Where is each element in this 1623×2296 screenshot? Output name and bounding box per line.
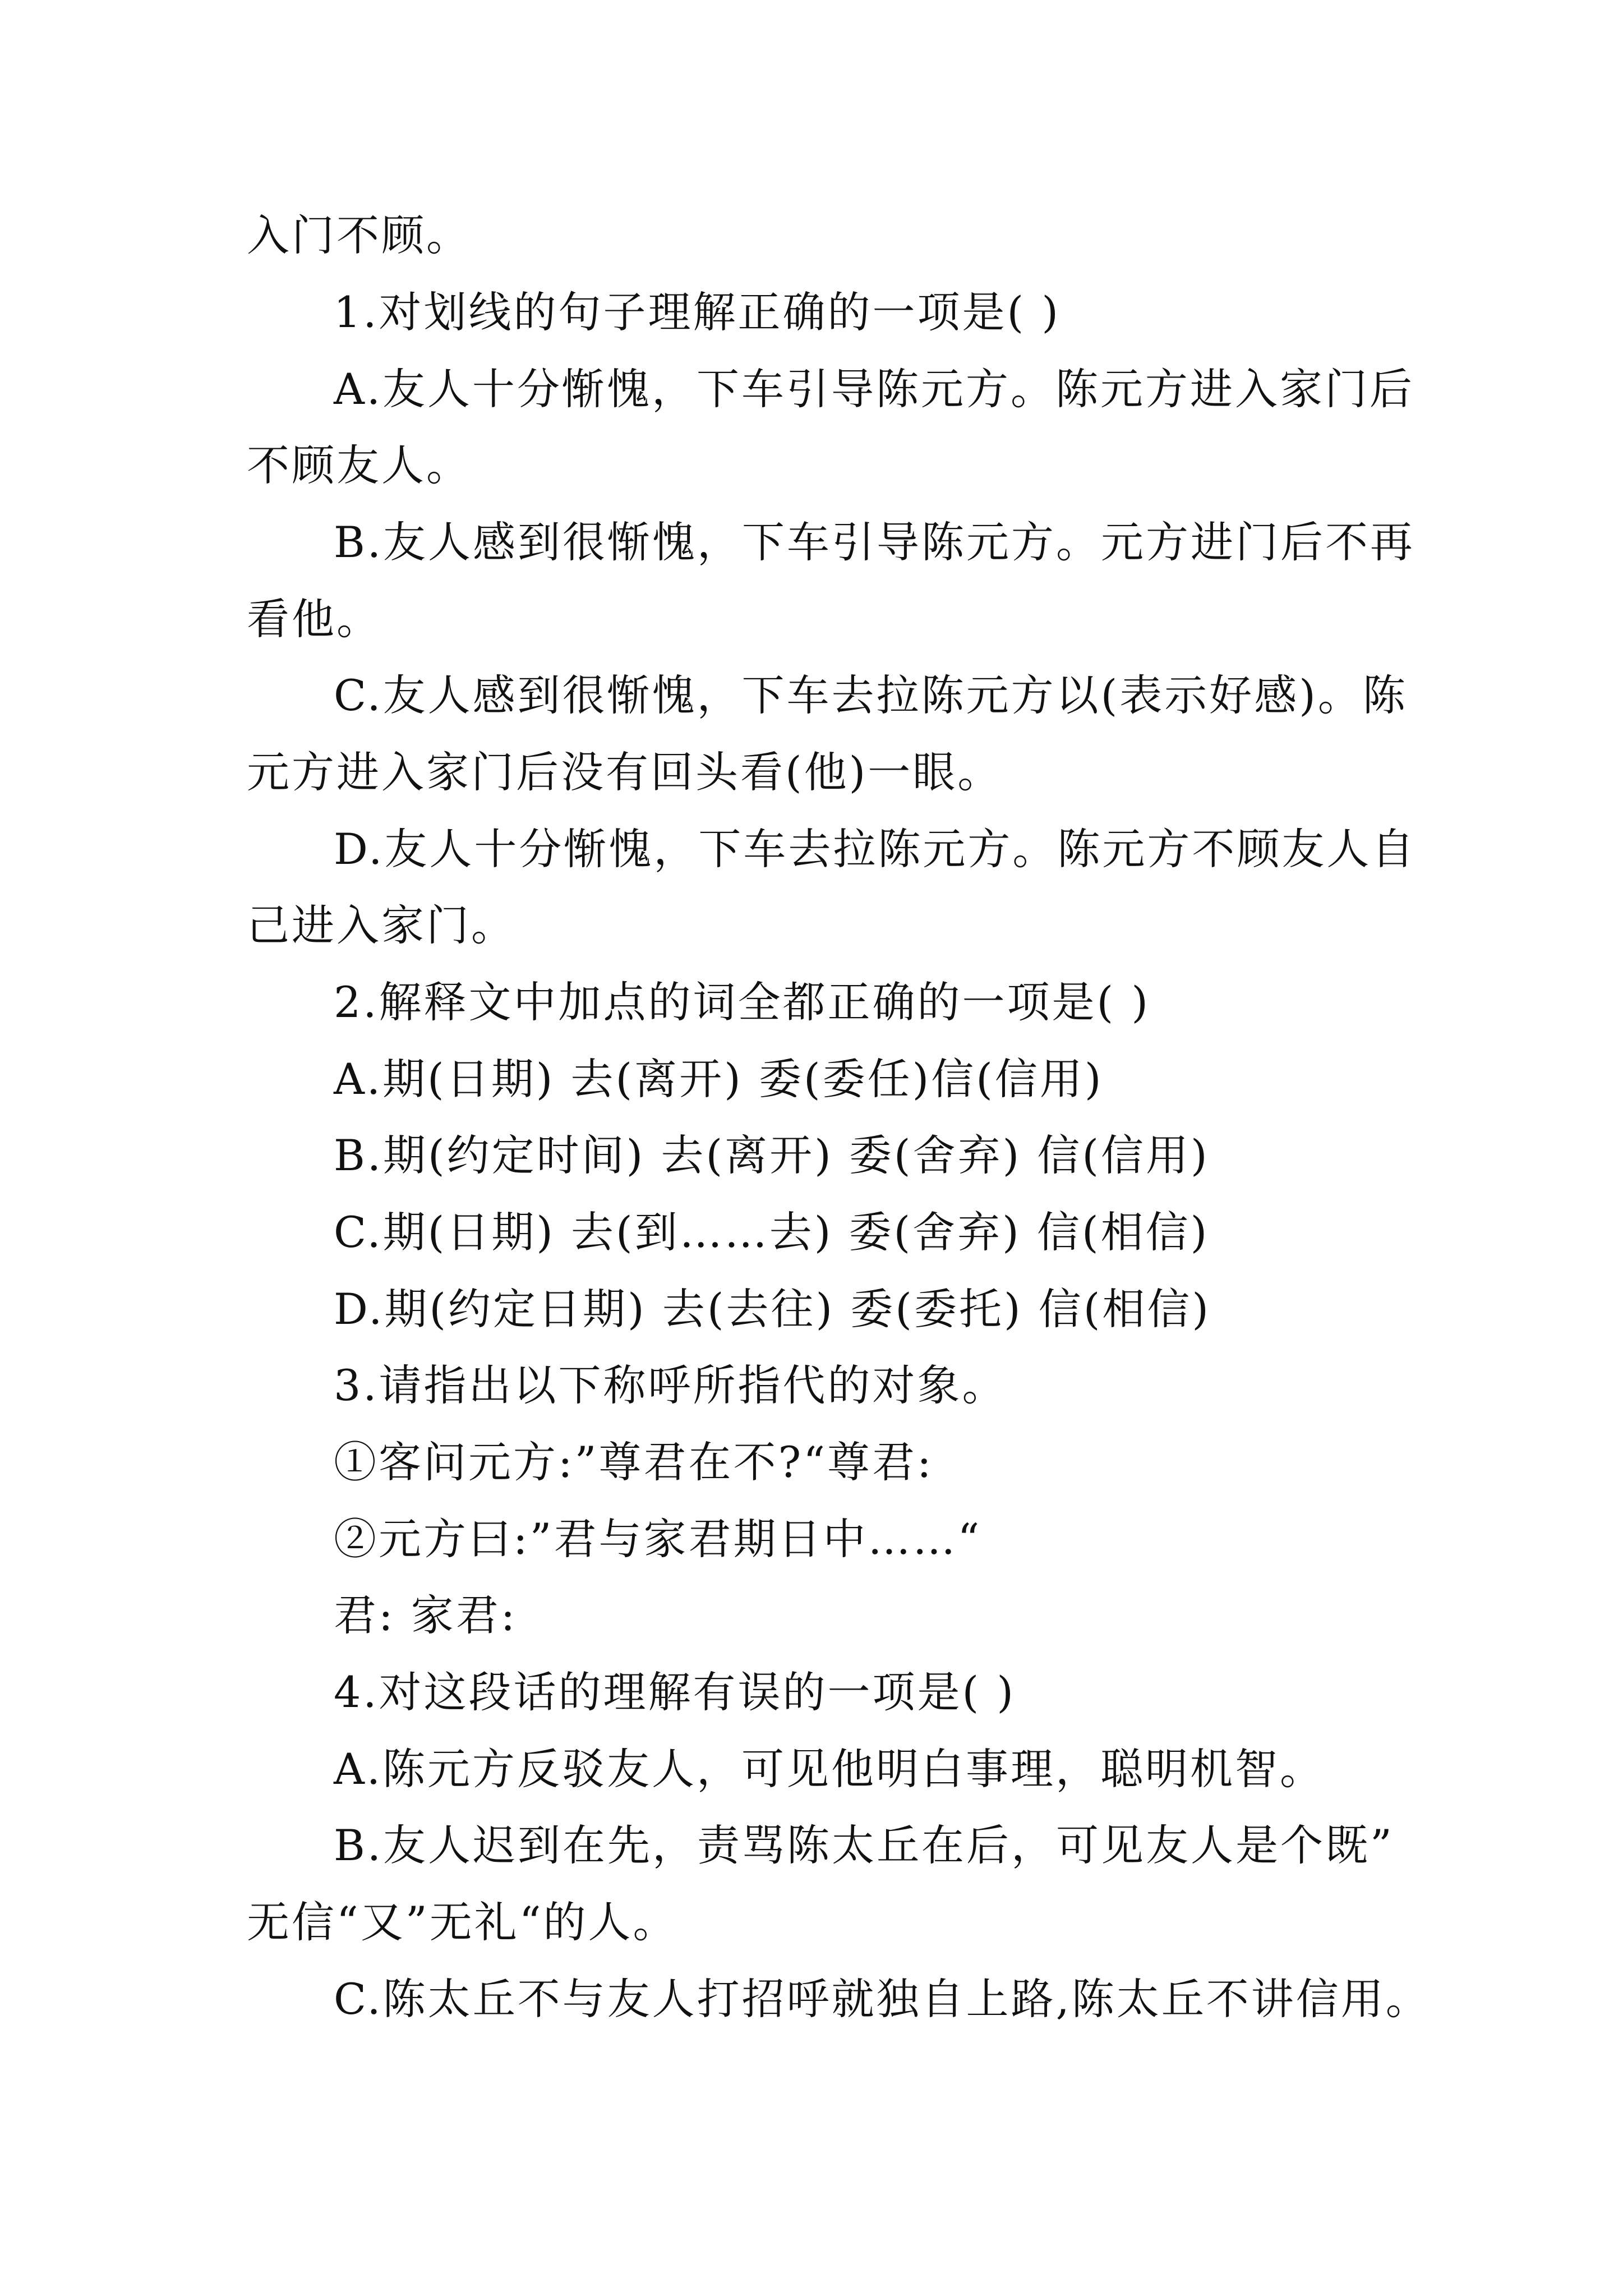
question-3-item-2: ②元方曰:”君与家君期日中……“: [334, 1514, 982, 1564]
question-2-option-b: B.期(约定时间) 去(离开) 委(舍弃) 信(信用): [334, 1130, 1210, 1180]
question-4-option-b-continued: 无信“又”无礼“的人。: [247, 1897, 678, 1947]
question-1-option-b-continued: 看他。: [247, 594, 381, 644]
question-3-answer-blanks: 君: 家君:: [334, 1590, 518, 1640]
question-1-option-d-continued: 己进入家门。: [247, 900, 516, 950]
question-1-option-d: D.友人十分惭愧，下车去拉陈元方。陈元方不顾友人自: [334, 824, 1417, 874]
question-1-option-a-continued: 不顾友人。: [247, 440, 471, 490]
question-1-option-c: C.友人感到很惭愧，下车去拉陈元方以(表示好感)。陈: [334, 670, 1408, 720]
question-2-prompt: 2.解释文中加点的词全都正确的一项是( ): [334, 977, 1150, 1027]
question-1-option-a: A.友人十分惭愧，下车引导陈元方。陈元方进入家门后: [334, 364, 1415, 414]
question-1-option-c-continued: 元方进入家门后没有回头看(他)一眼。: [247, 747, 1003, 797]
question-2-option-a: A.期(日期) 去(离开) 委(委任)信(信用): [334, 1054, 1104, 1104]
question-2-option-d: D.期(约定日期) 去(去往) 委(委托) 信(相信): [334, 1284, 1211, 1334]
text-line: 入门不顾。: [247, 210, 471, 260]
question-1-option-b: B.友人感到很惭愧，下车引导陈元方。元方进门后不再: [334, 517, 1415, 567]
question-3-prompt: 3.请指出以下称呼所指代的对象。: [334, 1360, 1007, 1410]
question-4-option-b: B.友人迟到在先，责骂陈太丘在后，可见友人是个既”: [334, 1820, 1394, 1870]
question-4-option-c: C.陈太丘不与友人打招呼就独自上路,陈太丘不讲信用。: [334, 1974, 1431, 2024]
question-1-prompt: 1.对划线的句子理解正确的一项是( ): [334, 287, 1061, 337]
question-4-option-a: A.陈元方反驳友人，可见他明白事理，聪明机智。: [334, 1744, 1325, 1794]
question-2-option-c: C.期(日期) 去(到……去) 委(舍弃) 信(相信): [334, 1207, 1210, 1257]
question-4-prompt: 4.对这段话的理解有误的一项是( ): [334, 1667, 1016, 1717]
question-3-item-1: ①客问元方:”尊君在不?“尊君:: [334, 1437, 934, 1487]
